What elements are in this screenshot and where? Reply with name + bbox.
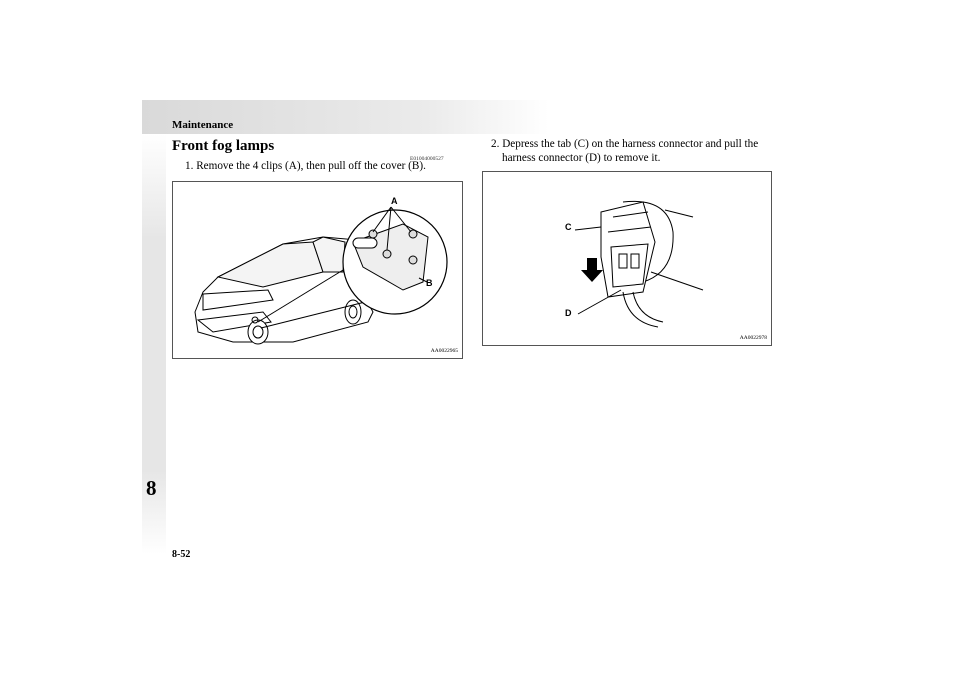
section-code: E01004000527 bbox=[410, 156, 444, 162]
figure-code: AA0022978 bbox=[739, 335, 767, 341]
section-label: Maintenance bbox=[172, 119, 234, 131]
callout-b: B bbox=[426, 278, 433, 288]
chapter-number: 8 bbox=[146, 476, 157, 500]
figure-harness-connector bbox=[482, 171, 772, 346]
page-number: 8-52 bbox=[172, 549, 191, 560]
callout-d: D bbox=[565, 308, 572, 318]
figure-code: AA0022965 bbox=[430, 348, 458, 354]
callout-a: A bbox=[391, 196, 398, 206]
figure-fog-lamp-cover bbox=[172, 181, 463, 359]
page-title: Front fog lamps bbox=[172, 138, 275, 154]
step-1-text: 1. Remove the 4 clips (A), then pull off the cover (B). bbox=[185, 160, 426, 172]
step-2-text: 2. Depress the tab (C) on the harness connector and pull the harness connector (D) to remove it. bbox=[491, 138, 759, 164]
connector-illustration bbox=[483, 172, 771, 345]
callout-c: C bbox=[565, 222, 572, 232]
car-illustration bbox=[173, 182, 462, 358]
